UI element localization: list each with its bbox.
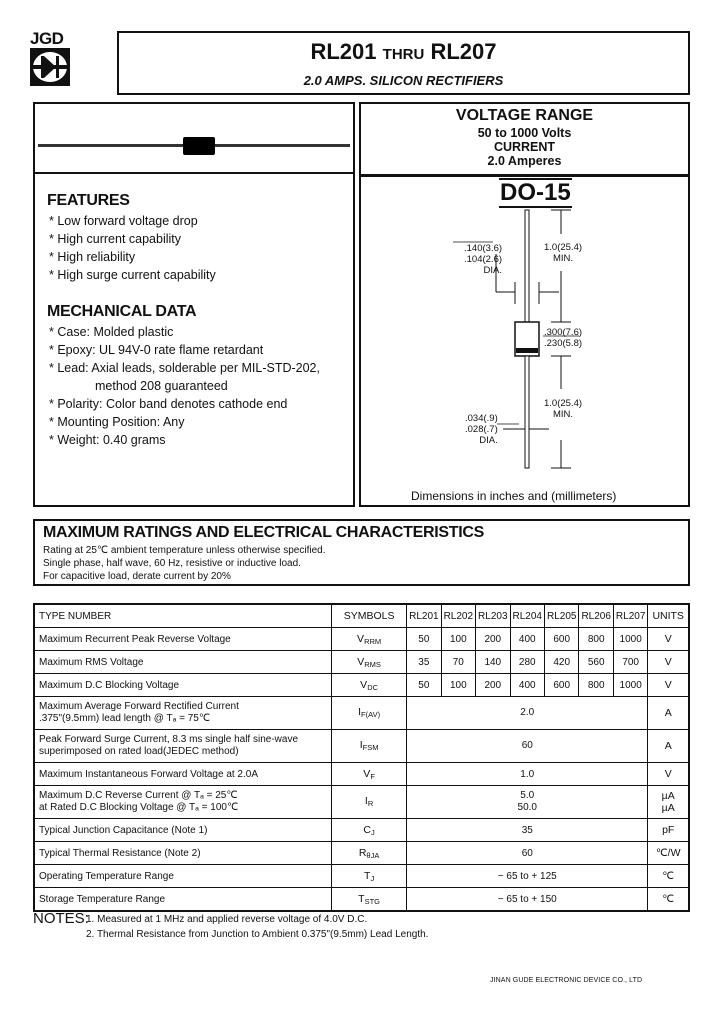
- symbol-sub: R: [367, 798, 374, 808]
- value-cell: − 65 to + 125: [407, 865, 648, 888]
- package-name: DO-15: [500, 179, 571, 206]
- unit-cell: A: [648, 730, 689, 763]
- mechanical-item: * Polarity: Color band denotes cathode end: [49, 397, 288, 411]
- unit-cell: ℃/W: [648, 842, 689, 865]
- unit-cell: ℃: [648, 865, 689, 888]
- header-part: RL206: [579, 604, 613, 628]
- param-cell: Typical Junction Capacitance (Note 1): [34, 819, 332, 842]
- value-cell: 200: [476, 628, 510, 651]
- feature-item: * High surge current capability: [49, 268, 216, 282]
- current-title: CURRENT: [493, 140, 556, 154]
- symbol: R: [358, 846, 367, 859]
- header-part: RL205: [544, 604, 578, 628]
- symbol-cell: [332, 865, 407, 888]
- value-cell: 1000: [613, 628, 647, 651]
- symbol-sub: DC: [367, 682, 379, 692]
- rating-condition: Single phase, half wave, 60 Hz, resistive or inductive load.: [43, 558, 301, 569]
- company-footer: JINAN GUDE ELECTRONIC DEVICE CO., LTD: [490, 977, 643, 984]
- symbol: V: [357, 655, 365, 668]
- symbol-sub: RRM: [364, 636, 382, 646]
- symbol-cell: [332, 819, 407, 842]
- dim-value: .140(3.6): [464, 243, 503, 254]
- table-row: [34, 819, 689, 842]
- package-dimension-drawing: [361, 104, 688, 504]
- value-cell: 800: [579, 674, 613, 697]
- body-length-dim: [544, 327, 582, 349]
- dim-value: 1.0(25.4): [544, 398, 583, 409]
- thru-label: THRU: [382, 46, 425, 63]
- symbol-cell: [332, 888, 407, 912]
- diode-photo: [35, 104, 353, 174]
- current-value: 2.0 Amperes: [487, 154, 562, 168]
- value-line: 50.0: [517, 802, 537, 813]
- param-cell: [34, 786, 332, 819]
- table-row: [34, 842, 689, 865]
- param-line: superimposed on rated load(JEDEC method): [39, 746, 239, 757]
- dimension-caption: Dimensions in inches and (millimeters): [411, 489, 617, 503]
- header-part: RL204: [510, 604, 544, 628]
- dim-value: .034(.9): [465, 413, 498, 424]
- symbol-sub: J: [371, 827, 375, 837]
- symbol-sub: F(AV): [361, 709, 381, 719]
- dim-value: .104(2.6): [464, 254, 503, 265]
- value-cell: 400: [510, 674, 544, 697]
- param-cell: Maximum Recurrent Peak Reverse Voltage: [34, 628, 332, 651]
- diode-body: [183, 137, 215, 155]
- value-cell: 60: [407, 842, 648, 865]
- note-item: 1. Measured at 1 MHz and applied reverse voltage of 4.0V D.C.: [86, 914, 368, 925]
- value-cell: 2.0: [407, 697, 648, 730]
- param-line: Maximum Average Forward Rectified Current: [39, 701, 239, 712]
- param-cell: Typical Thermal Resistance (Note 2): [34, 842, 332, 865]
- dim-label: MIN.: [552, 253, 574, 264]
- symbol: V: [363, 767, 371, 780]
- voltage-range-value: 50 to 1000 Volts: [477, 126, 572, 140]
- unit-cell: V: [648, 763, 689, 786]
- unit-line: µA: [661, 802, 675, 814]
- notes-label: NOTES:: [33, 910, 89, 927]
- mechanical-item: * Epoxy: UL 94V-0 rate flame retardant: [49, 343, 264, 357]
- param-cell: Maximum Instantaneous Forward Voltage at 2.0A: [34, 763, 332, 786]
- table-row: [34, 628, 689, 651]
- table-row: [34, 674, 689, 697]
- symbol-sub: FSM: [362, 742, 379, 752]
- header-type-number: TYPE NUMBER: [34, 604, 332, 628]
- symbol: T: [358, 892, 365, 905]
- features-list: [49, 212, 216, 284]
- value-cell: 50: [407, 674, 441, 697]
- symbol-cell: [332, 697, 407, 730]
- body-diameter-dim: [464, 243, 502, 276]
- unit-cell: V: [648, 651, 689, 674]
- symbol: I: [364, 794, 368, 807]
- value-cell: 100: [441, 628, 475, 651]
- title-box: [117, 31, 690, 95]
- value-cell: 600: [544, 628, 578, 651]
- symbol: C: [363, 823, 372, 836]
- ratings-title: MAXIMUM RATINGS AND ELECTRICAL CHARACTERISTICS: [43, 524, 485, 541]
- unit-line: µA: [661, 790, 675, 802]
- symbol-sub: θJA: [366, 850, 380, 860]
- param-cell: Storage Temperature Range: [34, 888, 332, 912]
- value-cell: 400: [510, 628, 544, 651]
- symbol-sub: STG: [364, 896, 381, 906]
- unit-cell: [648, 786, 689, 819]
- symbol-sub: RMS: [364, 659, 381, 669]
- part-from: RL201: [310, 39, 377, 64]
- symbol-sub: J: [370, 873, 375, 883]
- value-cell: 1000: [613, 674, 647, 697]
- value-cell: 1.0: [407, 763, 648, 786]
- header-part: RL207: [613, 604, 647, 628]
- symbol: T: [364, 869, 371, 882]
- header-symbols: SYMBOLS: [332, 604, 407, 628]
- symbol: V: [357, 632, 365, 645]
- symbol-cell: [332, 628, 407, 651]
- symbol: I: [358, 705, 362, 718]
- value-cell: 800: [579, 628, 613, 651]
- mechanical-item: * Case: Molded plastic: [49, 325, 174, 339]
- unit-cell: V: [648, 628, 689, 651]
- features-panel: [33, 102, 355, 507]
- table-row: [34, 651, 689, 674]
- dim-label: DIA.: [483, 265, 503, 276]
- param-cell: Maximum RMS Voltage: [34, 651, 332, 674]
- value-cell: 280: [510, 651, 544, 674]
- value-cell: 420: [544, 651, 578, 674]
- value-cell: 140: [476, 651, 510, 674]
- package-panel: [359, 102, 690, 507]
- table-row: [34, 730, 689, 763]
- param-line: .375"(9.5mm) lead length @ Tₐ = 75℃: [39, 713, 211, 724]
- value-cell: 100: [441, 674, 475, 697]
- value-cell: 600: [544, 674, 578, 697]
- table-row: [34, 763, 689, 786]
- rating-condition: Rating at 25℃ ambient temperature unless otherwise specified.: [43, 545, 326, 556]
- unit-cell: ℃: [648, 888, 689, 912]
- dim-label: DIA.: [479, 435, 498, 446]
- header-part: RL201: [407, 604, 441, 628]
- value-cell: 60: [407, 730, 648, 763]
- table-row: [34, 697, 689, 730]
- table-row: [34, 786, 689, 819]
- param-cell: [34, 697, 332, 730]
- lead-diameter-dim: [465, 413, 498, 446]
- symbol-cell: [332, 786, 407, 819]
- symbol-cell: [332, 842, 407, 865]
- symbol: I: [359, 738, 363, 751]
- dim-label: MIN.: [552, 409, 574, 420]
- header-part: RL202: [441, 604, 475, 628]
- value-cell: 200: [476, 674, 510, 697]
- mechanical-list: [49, 323, 320, 449]
- table-row: [34, 888, 689, 912]
- unit-cell: pF: [648, 819, 689, 842]
- bottom-lead-length-dim: [544, 398, 582, 420]
- note-item: 2. Thermal Resistance from Junction to Ambient 0.375"(9.5mm) Lead Length.: [86, 929, 429, 940]
- ratings-table: [33, 603, 690, 912]
- value-cell: − 65 to + 150: [407, 888, 648, 912]
- voltage-range-title: VOLTAGE RANGE: [455, 107, 594, 124]
- diode-logo-icon: [30, 48, 70, 86]
- feature-item: * Low forward voltage drop: [49, 214, 198, 228]
- symbol-cell: [332, 651, 407, 674]
- param-cell: Maximum D.C Blocking Voltage: [34, 674, 332, 697]
- mechanical-title: MECHANICAL DATA: [47, 303, 197, 320]
- feature-item: * High reliability: [49, 250, 136, 264]
- param-line: Maximum D.C Reverse Current @ Tₐ = 25℃: [39, 790, 238, 801]
- unit-cell: A: [648, 697, 689, 730]
- value-cell: [407, 786, 648, 819]
- mechanical-item: * Mounting Position: Any: [49, 415, 185, 429]
- value-cell: 560: [579, 651, 613, 674]
- feature-item: * High current capability: [49, 232, 182, 246]
- value-cell: 700: [613, 651, 647, 674]
- brand-logo-text: JGD: [30, 29, 64, 48]
- rating-condition: For capacitive load, derate current by 20%: [43, 571, 231, 582]
- value-cell: 50: [407, 628, 441, 651]
- mechanical-item: method 208 guaranteed: [95, 379, 228, 393]
- param-line: Peak Forward Surge Current, 8.3 ms single half sine-wave: [39, 734, 299, 745]
- page-subtitle: 2.0 AMPS. SILICON RECTIFIERS: [303, 73, 504, 88]
- symbol-cell: [332, 674, 407, 697]
- ratings-header: [33, 519, 690, 586]
- value-cell: 35: [407, 819, 648, 842]
- features-title: FEATURES: [47, 192, 130, 209]
- param-line: at Rated D.C Blocking Voltage @ Tₐ = 100℃: [39, 802, 239, 813]
- dim-value: .300(7.6): [544, 327, 583, 338]
- symbol-cell: [332, 730, 407, 763]
- symbol: V: [360, 678, 368, 691]
- top-lead-length-dim: [544, 242, 582, 264]
- table-row: [34, 865, 689, 888]
- value-cell: 35: [407, 651, 441, 674]
- dim-value: 1.0(25.4): [544, 242, 583, 253]
- param-cell: Operating Temperature Range: [34, 865, 332, 888]
- page-title: [119, 39, 688, 65]
- symbol-cell: [332, 763, 407, 786]
- table-header-row: [34, 604, 689, 628]
- value-cell: 70: [441, 651, 475, 674]
- param-cell: [34, 730, 332, 763]
- header-units: UNITS: [648, 604, 689, 628]
- unit-cell: V: [648, 674, 689, 697]
- symbol-sub: F: [370, 771, 375, 781]
- mechanical-item: * Lead: Axial leads, solderable per MIL-STD-202,: [49, 361, 320, 375]
- dim-value: .230(5.8): [544, 338, 583, 349]
- mechanical-item: * Weight: 0.40 grams: [49, 433, 166, 447]
- dim-value: .028(.7): [465, 424, 498, 435]
- part-to: RL207: [430, 39, 497, 64]
- value-line: 5.0: [520, 790, 535, 801]
- header-part: RL203: [476, 604, 510, 628]
